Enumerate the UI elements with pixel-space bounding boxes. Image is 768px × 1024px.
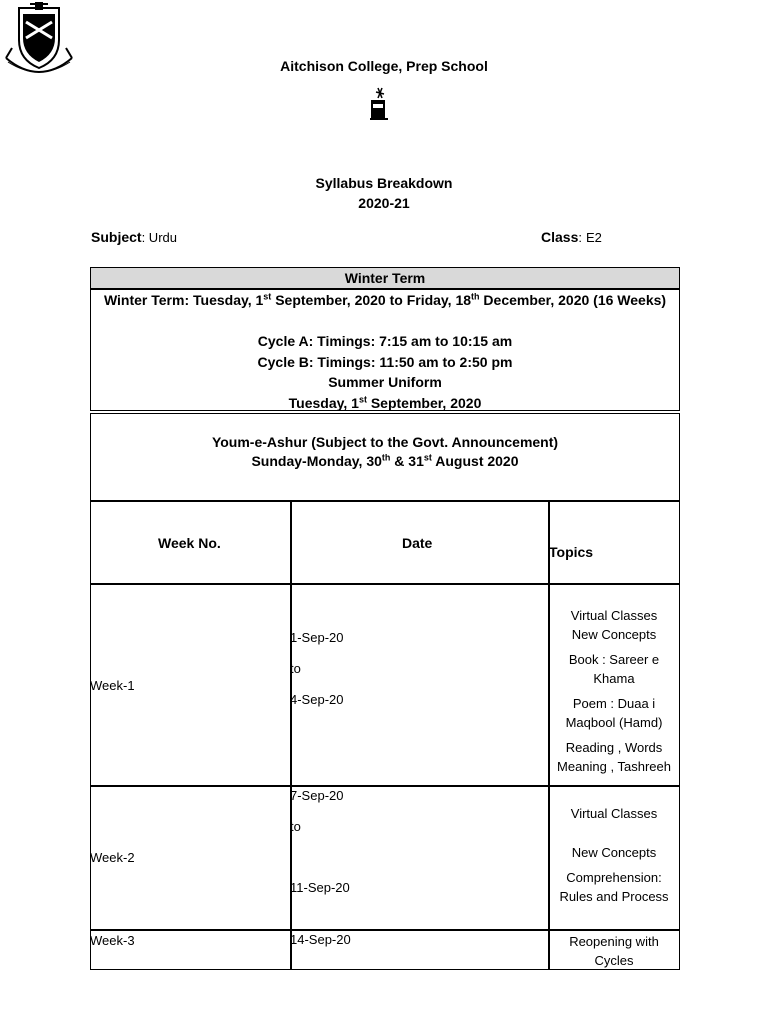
subject-label: Subject [91, 229, 142, 245]
academic-year: 2020-21 [358, 195, 410, 211]
topic-line: New Concepts [571, 627, 657, 642]
uniform-date-end: September, 2020 [366, 394, 482, 411]
week-cell: Week-3 [90, 933, 135, 948]
class-field [541, 229, 602, 245]
cycle-b-timings: Cycle B: Timings: 11:50 am to 2:50 pm [257, 353, 513, 370]
topic-line: Cycles [594, 953, 634, 968]
topic-line: Comprehension: [566, 870, 662, 885]
uniform-note: Summer Uniform [328, 374, 442, 390]
row-divider [90, 583, 680, 585]
document-heading [0, 173, 768, 213]
topic-line: Khama [593, 671, 635, 686]
term-dates-sup2: th [471, 291, 480, 302]
topic-line: Reading , Words [565, 740, 663, 755]
topics-cell [550, 932, 678, 970]
topic-line: Meaning , Tashreeh [557, 759, 671, 774]
ashur-dates-end: August 2020 [431, 453, 519, 469]
date-to: 11-Sep-20 [290, 880, 350, 895]
row-divider [90, 785, 680, 787]
term-dates-mid: September, 2020 to Friday, 18 [271, 292, 472, 308]
ashur-box [90, 413, 680, 501]
school-title: Aitchison College, Prep School [280, 58, 488, 74]
date-to-word: to [290, 819, 301, 834]
ashur-dates-mid: & 31 [390, 453, 424, 469]
week-cell: Week-2 [90, 850, 135, 865]
topics-cell [550, 804, 678, 906]
topic-line: Book : Sareer e [568, 652, 660, 667]
topics-cell [550, 606, 678, 776]
row-divider [90, 929, 680, 931]
date-to: 4-Sep-20 [290, 692, 344, 707]
date-to-word: to [290, 661, 301, 676]
topic-line: Poem : Duaa i [572, 696, 656, 711]
term-dates-sup1: st [263, 291, 272, 302]
term-dates-start: Winter Term: Tuesday, 1 [103, 292, 264, 308]
week-cell: Week-1 [90, 678, 135, 693]
uniform-date [91, 393, 679, 414]
class-label: Class [541, 229, 579, 245]
date-from: 1-Sep-20 [290, 630, 344, 645]
subject-value: : Urdu [141, 230, 177, 245]
topic-line: New Concepts [571, 845, 657, 860]
column-header-topics: Topics [549, 544, 594, 560]
uniform-date-start: Tuesday, 1 [288, 394, 359, 411]
term-dates-end: December, 2020 (16 Weeks) [479, 292, 667, 308]
ashur-sup1: th [381, 452, 391, 463]
topic-line: Rules and Process [559, 889, 669, 904]
cycle-a-timings: Cycle A: Timings: 7:15 am to 10:15 am [257, 333, 513, 349]
ashur-title: Youm-e-Ashur (Subject to the Govt. Announcement) [211, 434, 559, 450]
uniform-date-sup: st [358, 393, 367, 404]
school-emblem-icon [368, 86, 390, 122]
column-header-week: Week No. [158, 535, 221, 551]
topic-line: Virtual Classes [570, 608, 658, 623]
date-from: 7-Sep-20 [290, 788, 344, 803]
topic-line: Reopening with [569, 934, 659, 949]
ashur-dates [91, 452, 679, 471]
topic-line: Maqbool (Hamd) [565, 715, 663, 730]
column-divider [290, 501, 292, 970]
term-dates [91, 290, 679, 311]
class-value: E2 [585, 230, 602, 245]
ashur-sup2: st [423, 452, 432, 463]
term-info-box [90, 289, 680, 411]
date-from: 14-Sep-20 [290, 932, 351, 947]
column-header-date: Date [402, 535, 433, 551]
term-heading: Winter Term [90, 267, 680, 289]
subject-field [91, 229, 177, 245]
class-colon: : [578, 230, 582, 245]
topic-line: Virtual Classes [570, 806, 658, 821]
ashur-dates-start: Sunday-Monday, 30 [251, 453, 382, 469]
syllabus-title: Syllabus Breakdown [315, 175, 453, 191]
